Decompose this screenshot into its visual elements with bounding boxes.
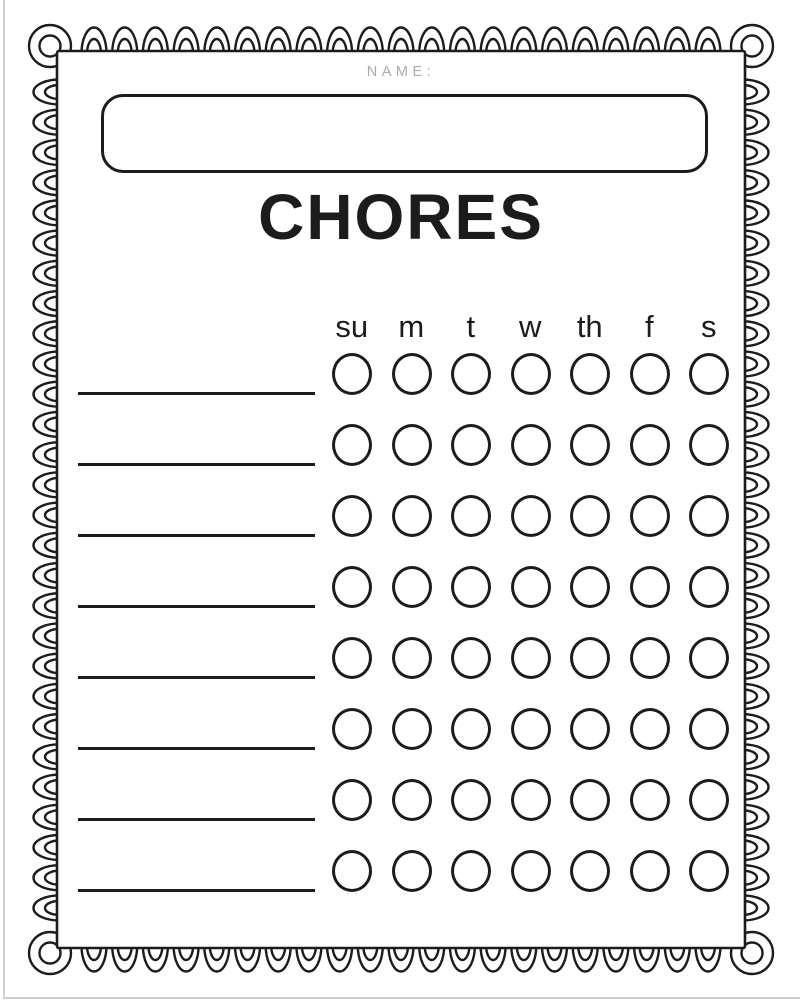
day-circle-r7-th[interactable] [570,779,610,821]
day-header-t: t [466,309,476,344]
day-header-f: f [644,309,654,344]
day-circle-r7-t[interactable] [451,779,491,821]
day-circle-r5-t[interactable] [451,637,491,679]
day-circle-r5-th[interactable] [570,637,610,679]
day-header-su: su [335,309,369,344]
day-circle-r7-m[interactable] [392,779,432,821]
day-circle-r5-su[interactable] [332,637,372,679]
day-header-w: w [519,309,542,344]
day-circle-r1-s[interactable] [689,353,729,395]
day-circle-r2-s[interactable] [689,424,729,466]
chore-name-line-8[interactable] [78,889,315,892]
day-circle-r1-m[interactable] [392,353,432,395]
day-circle-r3-t[interactable] [451,495,491,537]
day-circle-r8-s[interactable] [689,850,729,892]
chore-name-line-2[interactable] [78,463,315,466]
day-circle-r5-f[interactable] [630,637,670,679]
day-circle-r7-su[interactable] [332,779,372,821]
day-circle-r1-t[interactable] [451,353,491,395]
day-circle-r8-su[interactable] [332,850,372,892]
day-circle-r4-su[interactable] [332,566,372,608]
day-circle-r1-su[interactable] [332,353,372,395]
chore-name-line-6[interactable] [78,747,315,750]
day-circle-r8-th[interactable] [570,850,610,892]
day-circle-r1-f[interactable] [630,353,670,395]
day-circle-r2-f[interactable] [630,424,670,466]
day-circle-r8-m[interactable] [392,850,432,892]
chore-name-line-5[interactable] [78,676,315,679]
day-circle-r7-s[interactable] [689,779,729,821]
day-circle-r7-w[interactable] [511,779,551,821]
name-label: NAME: [366,64,436,80]
day-circle-r2-m[interactable] [392,424,432,466]
day-circle-r4-m[interactable] [392,566,432,608]
day-header-s: s [701,309,717,344]
day-circle-r6-f[interactable] [630,708,670,750]
chore-name-line-1[interactable] [78,392,315,395]
day-circle-r2-su[interactable] [332,424,372,466]
day-circle-r8-f[interactable] [630,850,670,892]
day-circle-r3-th[interactable] [570,495,610,537]
day-circle-r4-w[interactable] [511,566,551,608]
day-circle-r6-w[interactable] [511,708,551,750]
day-circle-r8-w[interactable] [511,850,551,892]
day-circle-r5-s[interactable] [689,637,729,679]
day-circle-r4-th[interactable] [570,566,610,608]
day-circle-r6-su[interactable] [332,708,372,750]
day-circle-r3-w[interactable] [511,495,551,537]
day-header-m: m [398,309,425,344]
day-circle-r3-su[interactable] [332,495,372,537]
day-circle-r8-t[interactable] [451,850,491,892]
day-circle-r3-m[interactable] [392,495,432,537]
day-circle-r4-t[interactable] [451,566,491,608]
day-header-th: th [576,309,603,344]
day-circle-r6-m[interactable] [392,708,432,750]
day-circle-r4-s[interactable] [689,566,729,608]
day-circle-r7-f[interactable] [630,779,670,821]
day-circle-r2-t[interactable] [451,424,491,466]
day-circle-r5-m[interactable] [392,637,432,679]
day-circle-r1-th[interactable] [570,353,610,395]
day-circle-r5-w[interactable] [511,637,551,679]
day-circle-r2-th[interactable] [570,424,610,466]
chore-name-line-4[interactable] [78,605,315,608]
day-circle-r1-w[interactable] [511,353,551,395]
chore-name-line-7[interactable] [78,818,315,821]
day-circle-r6-th[interactable] [570,708,610,750]
day-circle-r4-f[interactable] [630,566,670,608]
chore-name-line-3[interactable] [78,534,315,537]
day-circle-r6-s[interactable] [689,708,729,750]
day-circle-r6-t[interactable] [451,708,491,750]
day-circle-r2-w[interactable] [511,424,551,466]
day-circle-r3-s[interactable] [689,495,729,537]
day-circle-r3-f[interactable] [630,495,670,537]
page-title: CHORES [258,181,544,253]
